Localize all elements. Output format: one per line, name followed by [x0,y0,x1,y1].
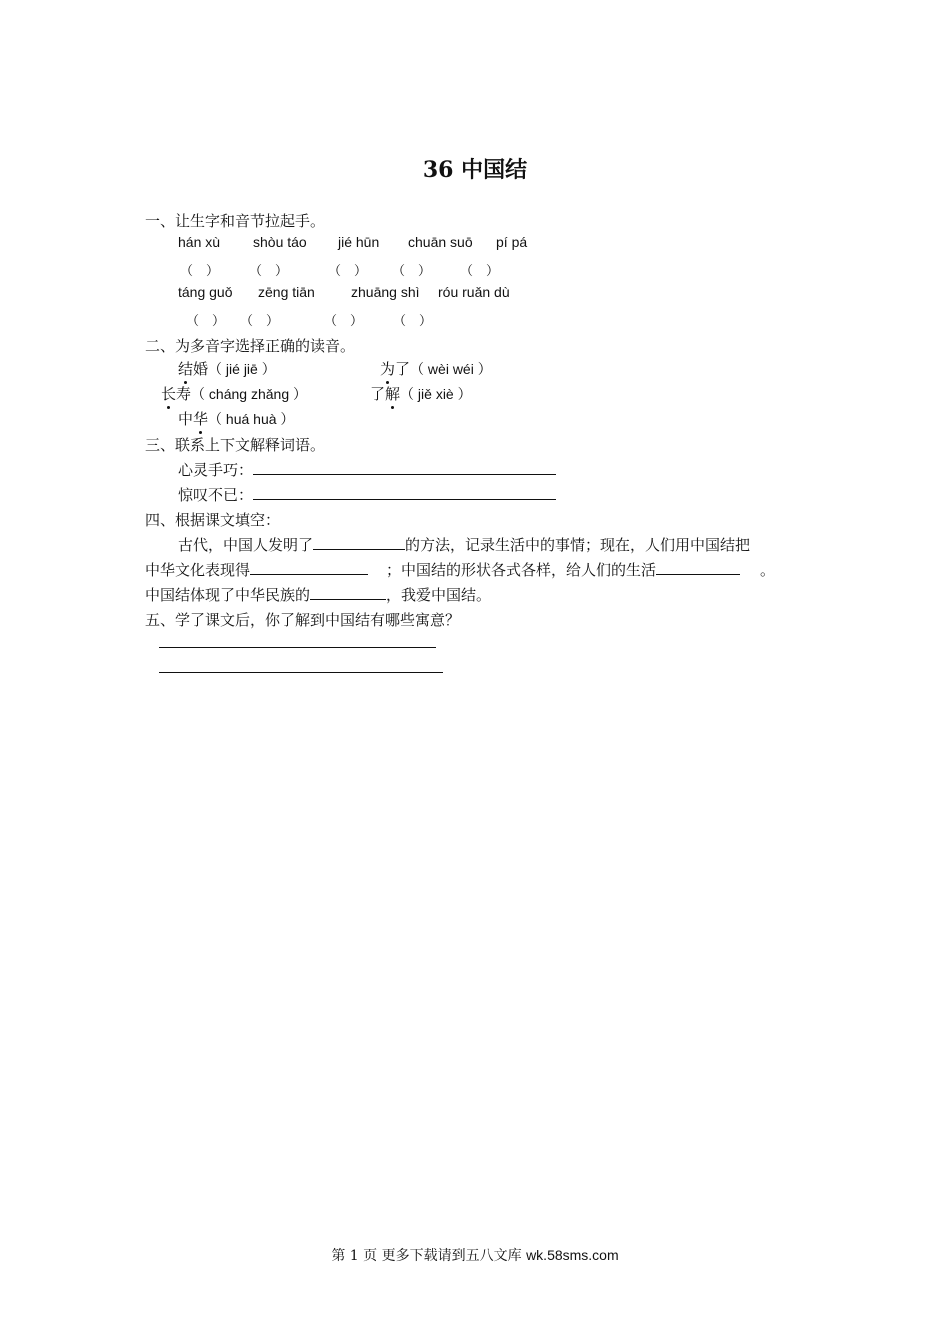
polyphone-item: 了解（ jiě xiè ） [370,385,472,403]
section5-heading: 五、学了课文后，你了解到中国结有哪些寓意？ [145,611,461,629]
answer-blank[interactable]: （ ） [328,264,368,279]
answer-blank[interactable]: （ ） [460,264,500,279]
polyphone-item: 为了（ wèi wéi ） [380,360,492,378]
pinyin-item: róu ruǎn dù [438,284,510,300]
answer-blank[interactable]: （ ） [186,314,226,329]
answer-blank[interactable]: （ ） [249,264,289,279]
fill-blank-line: 古代，中国人发明了 的方法，记录生活中的事情；现在，人们用中国结把 [178,536,751,554]
page-footer: 第 1 页 更多下载请到五八文库 wk.58sms.com [331,1247,619,1264]
word-explain-item: 心灵手巧： [178,459,556,480]
polyphone-item: 结婚（ jié jiē ） [178,360,276,378]
pinyin-item: zhuāng shì [351,284,420,300]
answer-blank[interactable]: （ ） [180,264,220,279]
pinyin-item: zēng tiān [258,284,315,300]
pinyin-options[interactable]: （ cháng zhǎng ） [191,386,307,402]
pinyin-item: táng guǒ [178,284,233,300]
section4-heading: 四、根据课文填空： [145,511,281,529]
pinyin-options[interactable]: （ huá huà ） [208,411,295,427]
answer-line[interactable] [313,535,405,550]
polyphone-char: 为 [380,360,396,378]
answer-line[interactable] [310,585,386,600]
section1-heading: 一、让生字和音节拉起手。 [145,212,326,230]
page-title: 36 中国结 [422,157,528,183]
polyphone-char: 华 [193,410,209,428]
polyphone-char: 长 [161,385,177,403]
footer-site-link[interactable]: wk.58sms.com [526,1247,619,1263]
pinyin-options[interactable]: （ jié jiē ） [208,361,276,377]
polyphone-char: 解 [385,385,401,403]
polyphone-item: 长寿（ cháng zhǎng ） [161,385,307,403]
pinyin-item: shòu táo [253,234,307,250]
pinyin-item: chuān suō [408,234,473,250]
section2-heading: 二、为多音字选择正确的读音。 [145,337,356,355]
answer-blank[interactable]: （ ） [324,314,364,329]
word-explain-item: 惊叹不已： [178,484,556,505]
polyphone-item: 中华（ huá huà ） [178,410,295,428]
pinyin-item: hán xù [178,234,221,250]
fill-blank-line: 中国结体现了中华民族的 ，我爱中国结。 [145,586,492,604]
fill-blank-line: 中华文化表现得 ；中国结的形状各式各样，给人们的生活 。 [145,561,776,579]
answer-blank[interactable]: （ ） [240,314,280,329]
pinyin-options[interactable]: （ wèi wéi ） [410,361,492,377]
answer-blank[interactable]: （ ） [393,314,433,329]
polyphone-char: 结 [178,360,194,378]
pinyin-item: pí pá [496,234,528,250]
section3-heading: 三、联系上下文解释词语。 [145,436,326,454]
pinyin-options[interactable]: （ jiě xiè ） [400,386,472,402]
answer-line[interactable] [159,647,436,648]
answer-line[interactable] [159,672,443,673]
answer-line[interactable] [250,560,368,575]
answer-line[interactable] [253,485,556,500]
answer-blank[interactable]: （ ） [392,264,432,279]
answer-line[interactable] [656,560,740,575]
answer-line[interactable] [253,460,556,475]
pinyin-item: jié hūn [338,234,380,250]
